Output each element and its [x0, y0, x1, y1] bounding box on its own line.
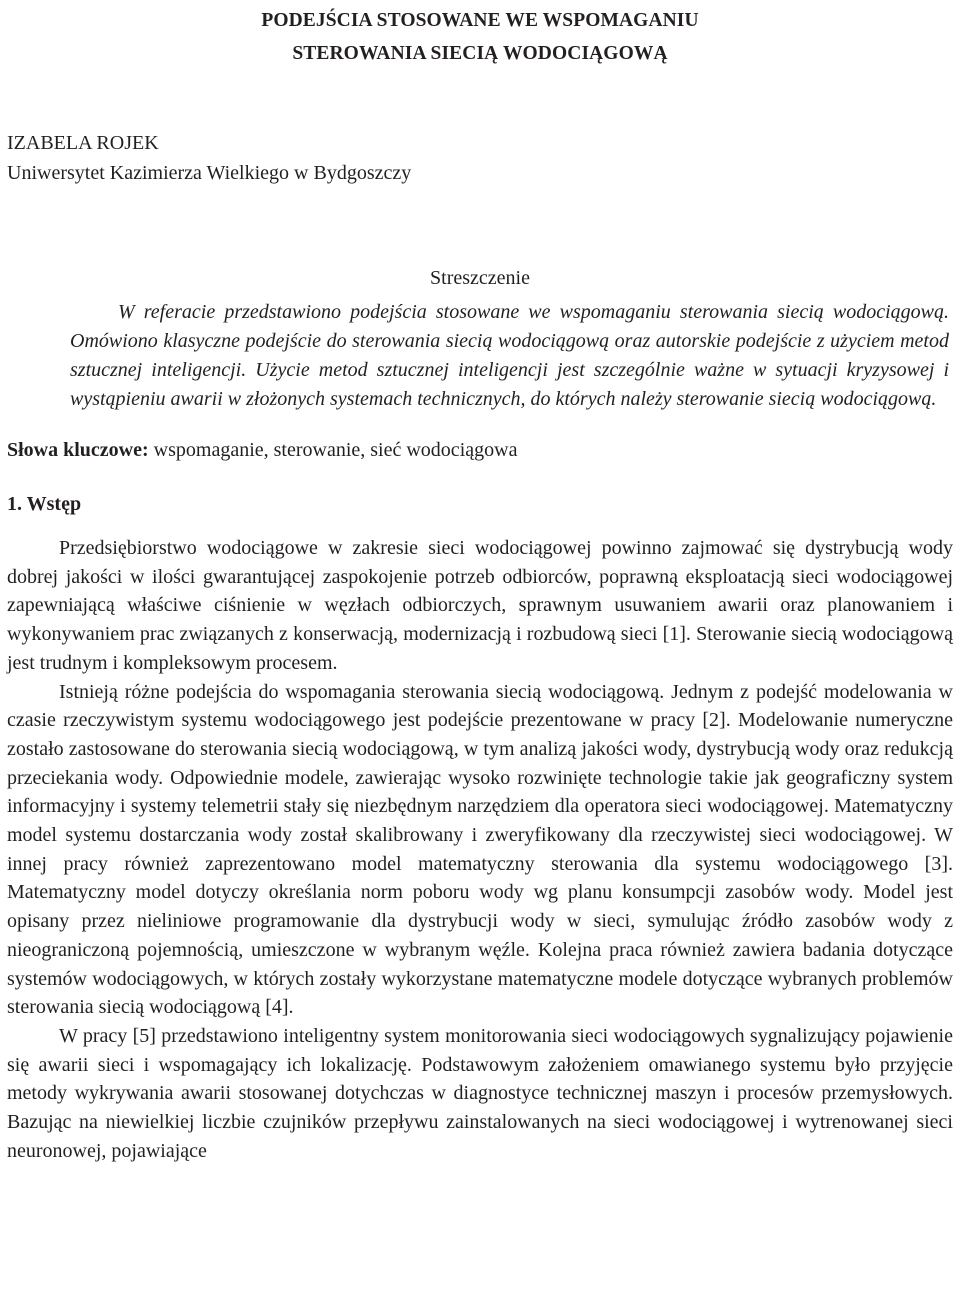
body-paragraph: W pracy [5] przedstawiono inteligentny system monitorowania sieci wodociągowych sygnalizujący pojawienie się awarii sieci i wspomagający ich lokalizację. Podstawowym założeniem omawianego systemu było przyjęcie metody wykrywania awarii stosowanej dotychczas w diagnostyce technicznej maszyn i procesów przemysłowych. Bazując na niewielkiej liczbie czujników przepływu zainstalowanych na sieci wodociągowej i wytrenowanej sieci neuronowej, pojawiające — [7, 1024, 953, 1162]
author-affiliation: Uniwersytet Kazimierza Wielkiego w Bydgoszczy — [7, 162, 412, 184]
keywords-text: wspomaganie, sterowanie, sieć wodociągowa — [148, 439, 518, 461]
paper-title — [7, 4, 953, 70]
section-heading: 1. Wstęp — [7, 493, 82, 515]
abstract-heading: Streszczenie — [430, 267, 530, 289]
abstract-block — [70, 298, 949, 414]
keywords-label: Słowa kluczowe: — [7, 439, 149, 461]
body-paragraph: Istnieją różne podejścia do wspomagania sterowania siecią wodociągową. Jednym z podejść modelowania w czasie rzeczywistym systemu wodociągowego jest podejście prezentowane w pracy [2]. Modelowanie numeryczne zostało zastosowane do sterowania siecią wodociągową, w tym analizą jakości wody, dystrybucją wody oraz redukcją przeciekania wody. Odpowiednie modele, zawierając wysoko rozwinięte technologie takie jak geograficzny system informacyjny i systemy telemetrii stały się niezbędnym narzędziem dla operatora sieci wodociągowej. Matematyczny model systemu dostarczania wody został skalibrowany i zweryfikowany dla rzeczywistej sieci wodociągowej. W innej pracy również zaprezentowano model matematyczny sterowania dla systemu wodociągowego [3]. Matematyczny model dotyczy określania norm poboru wody wg planu konsumpcji zasobów wody. Model jest opisany przez nieliniowe programowanie dla dystrybucji wody w sieci, symulując źródło zasobów wody z nieograniczoną pojemnością, umieszczone w wybranym węźle. Kolejna praca również zawiera badania dotyczące systemów wodociągowych, w których zostały wykorzystane matematyczne modele dotyczące wybranych problemów sterowania siecią wodociągową [4]. — [7, 680, 953, 1019]
abstract-text: W referacie przedstawiono podejścia stosowane we wspomaganiu sterowania siecią wodociągową. Omówiono klasyczne podejście do sterowania siecią wodociągową oraz autorskie podejście z użyciem metod sztucznej inteligencji. Użycie metod sztucznej inteligencji jest szczególnie ważne w sytuacji kryzysowej i wystąpieniu awarii w złożonych systemach technicznych, do których należy sterowanie siecią wodociągową. — [70, 301, 949, 410]
body-paragraph: Przedsiębiorstwo wodociągowe w zakresie sieci wodociągowej powinno zajmować się dystrybucją wody dobrej jakości w ilości gwarantującej zaspokojenie potrzeb odbiorców, poprawną eksploatacją sieci wodociągowej zapewniającą właściwe ciśnienie w węzłach odbiorczych, sprawnym usuwaniem awarii oraz planowaniem i wykonywaniem prac związanych z konserwacją, modernizacją i rozbudową sieci [1]. Sterowanie siecią wodociągową jest trudnym i kompleksowym procesem. — [7, 537, 953, 674]
author-block — [7, 128, 953, 188]
paper-title-line-2: STEROWANIA SIECIĄ WODOCIĄGOWĄ — [292, 43, 668, 64]
paper-title-line-1: PODEJŚCIA STOSOWANE WE WSPOMAGANIU — [261, 10, 699, 31]
section-body — [7, 534, 953, 1165]
keywords-line — [7, 436, 953, 464]
author-name: IZABELA ROJEK — [7, 132, 159, 154]
